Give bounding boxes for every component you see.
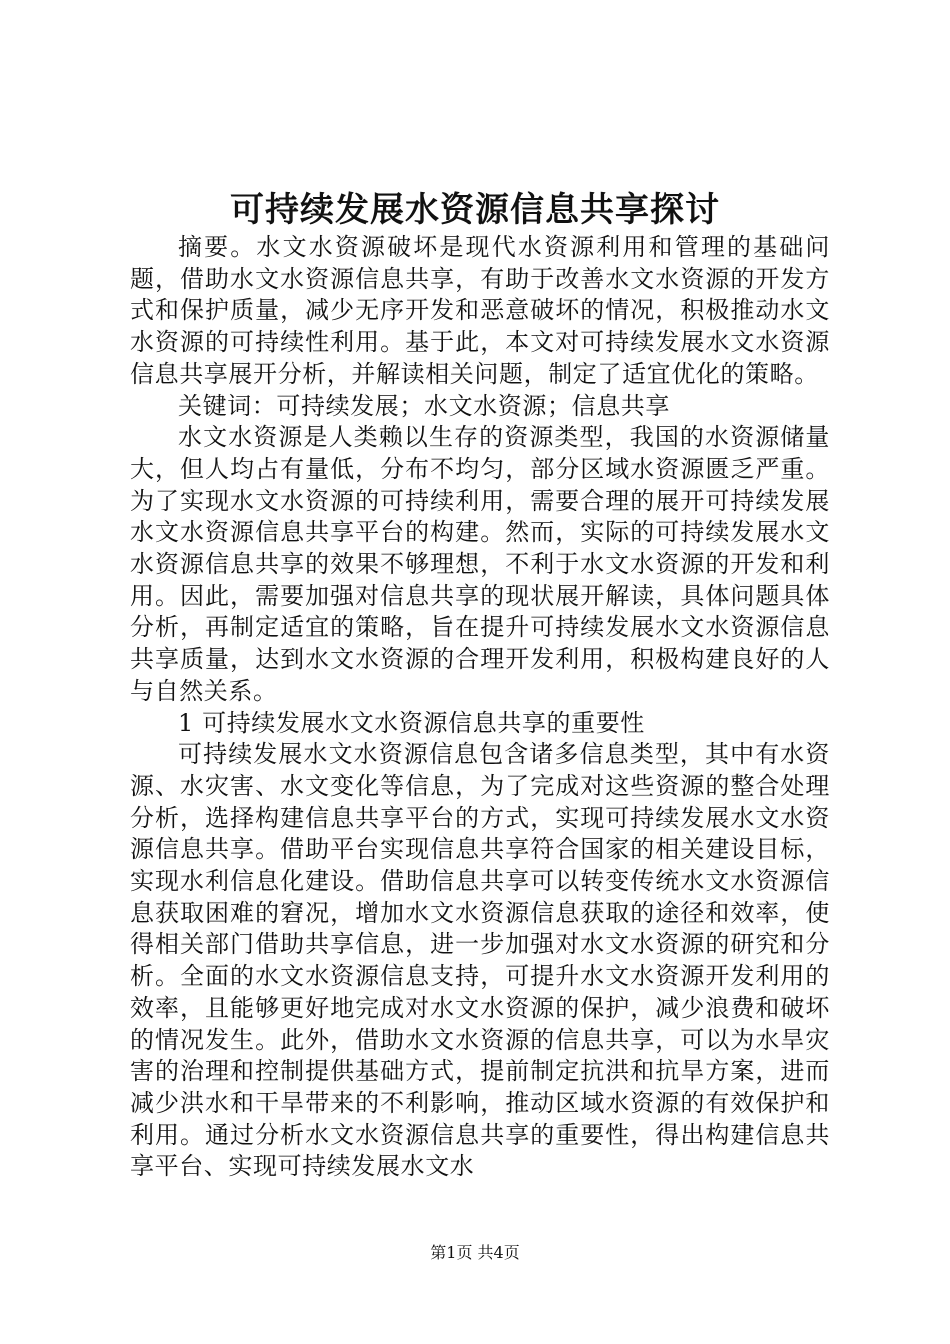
intro-paragraph: 水文水资源是人类赖以生存的资源类型，我国的水资源储量大，但人均占有量低，分布不均匀，部分区域水资源匮乏严重。为了实现水文水资源的可持续利用，需要合理的展开可持续发展水文水资源信息共享平台的构建。然而，实际的可持续发展水文水资源信息共享的效果不够理想，不利于水文水资源的开发和利用。因此，需要加强对信息共享的现状展开解读，具体问题具体分析，再制定适宜的策略，旨在提升可持续发展水文水资源信息共享质量，达到水文水资源的合理开发利用，积极构建良好的人与自然关系。 [130,423,830,705]
abstract-paragraph: 摘要。水文水资源破坏是现代水资源利用和管理的基础问题，借助水文水资源信息共享，有助于改善水文水资源的开发方式和保护质量，减少无序开发和恶意破坏的情况，积极推动水文水资源的可持续性利用。基于此，本文对可持续发展水文水资源信息共享展开分析，并解读相关问题，制定了适宜优化的策略。 [130,233,830,388]
document-title: 可持续发展水资源信息共享探讨 [230,190,720,230]
document-body [130,232,830,1183]
section-paragraph: 可持续发展水文水资源信息包含诸多信息类型，其中有水资源、水灾害、水文变化等信息，为了完成对这些资源的整合处理分析，选择构建信息共享平台的方式，实现可持续发展水文水资源信息共享。借助平台实现信息共享符合国家的相关建设目标，实现水利信息化建设。借助信息共享可以转变传统水文水资源信息获取困难的窘况，增加水文水资源信息获取的途径和效率，使得相关部门借助共享信息，进一步加强对水文水资源的研究和分析。全面的水文水资源信息支持，可提升水文水资源开发利用的效率，且能够更好地完成对水文水资源的保护，减少浪费和破坏的情况发生。此外，借助水文水资源的信息共享，可以为水旱灾害的治理和控制提供基础方式，提前制定抗洪和抗旱方案，进而减少洪水和干旱带来的不利影响，推动区域水资源的有效保护和利用。通过分析水文水资源信息共享的重要性，得出构建信息共享平台、实现可持续发展水文水 [130,740,830,1181]
keywords-paragraph: 关键词：可持续发展；水文水资源；信息共享 [178,391,670,420]
section-heading: 1 可持续发展水文水资源信息共享的重要性 [178,708,645,737]
page-number-footer: 第1页 共4页 [430,1243,520,1262]
